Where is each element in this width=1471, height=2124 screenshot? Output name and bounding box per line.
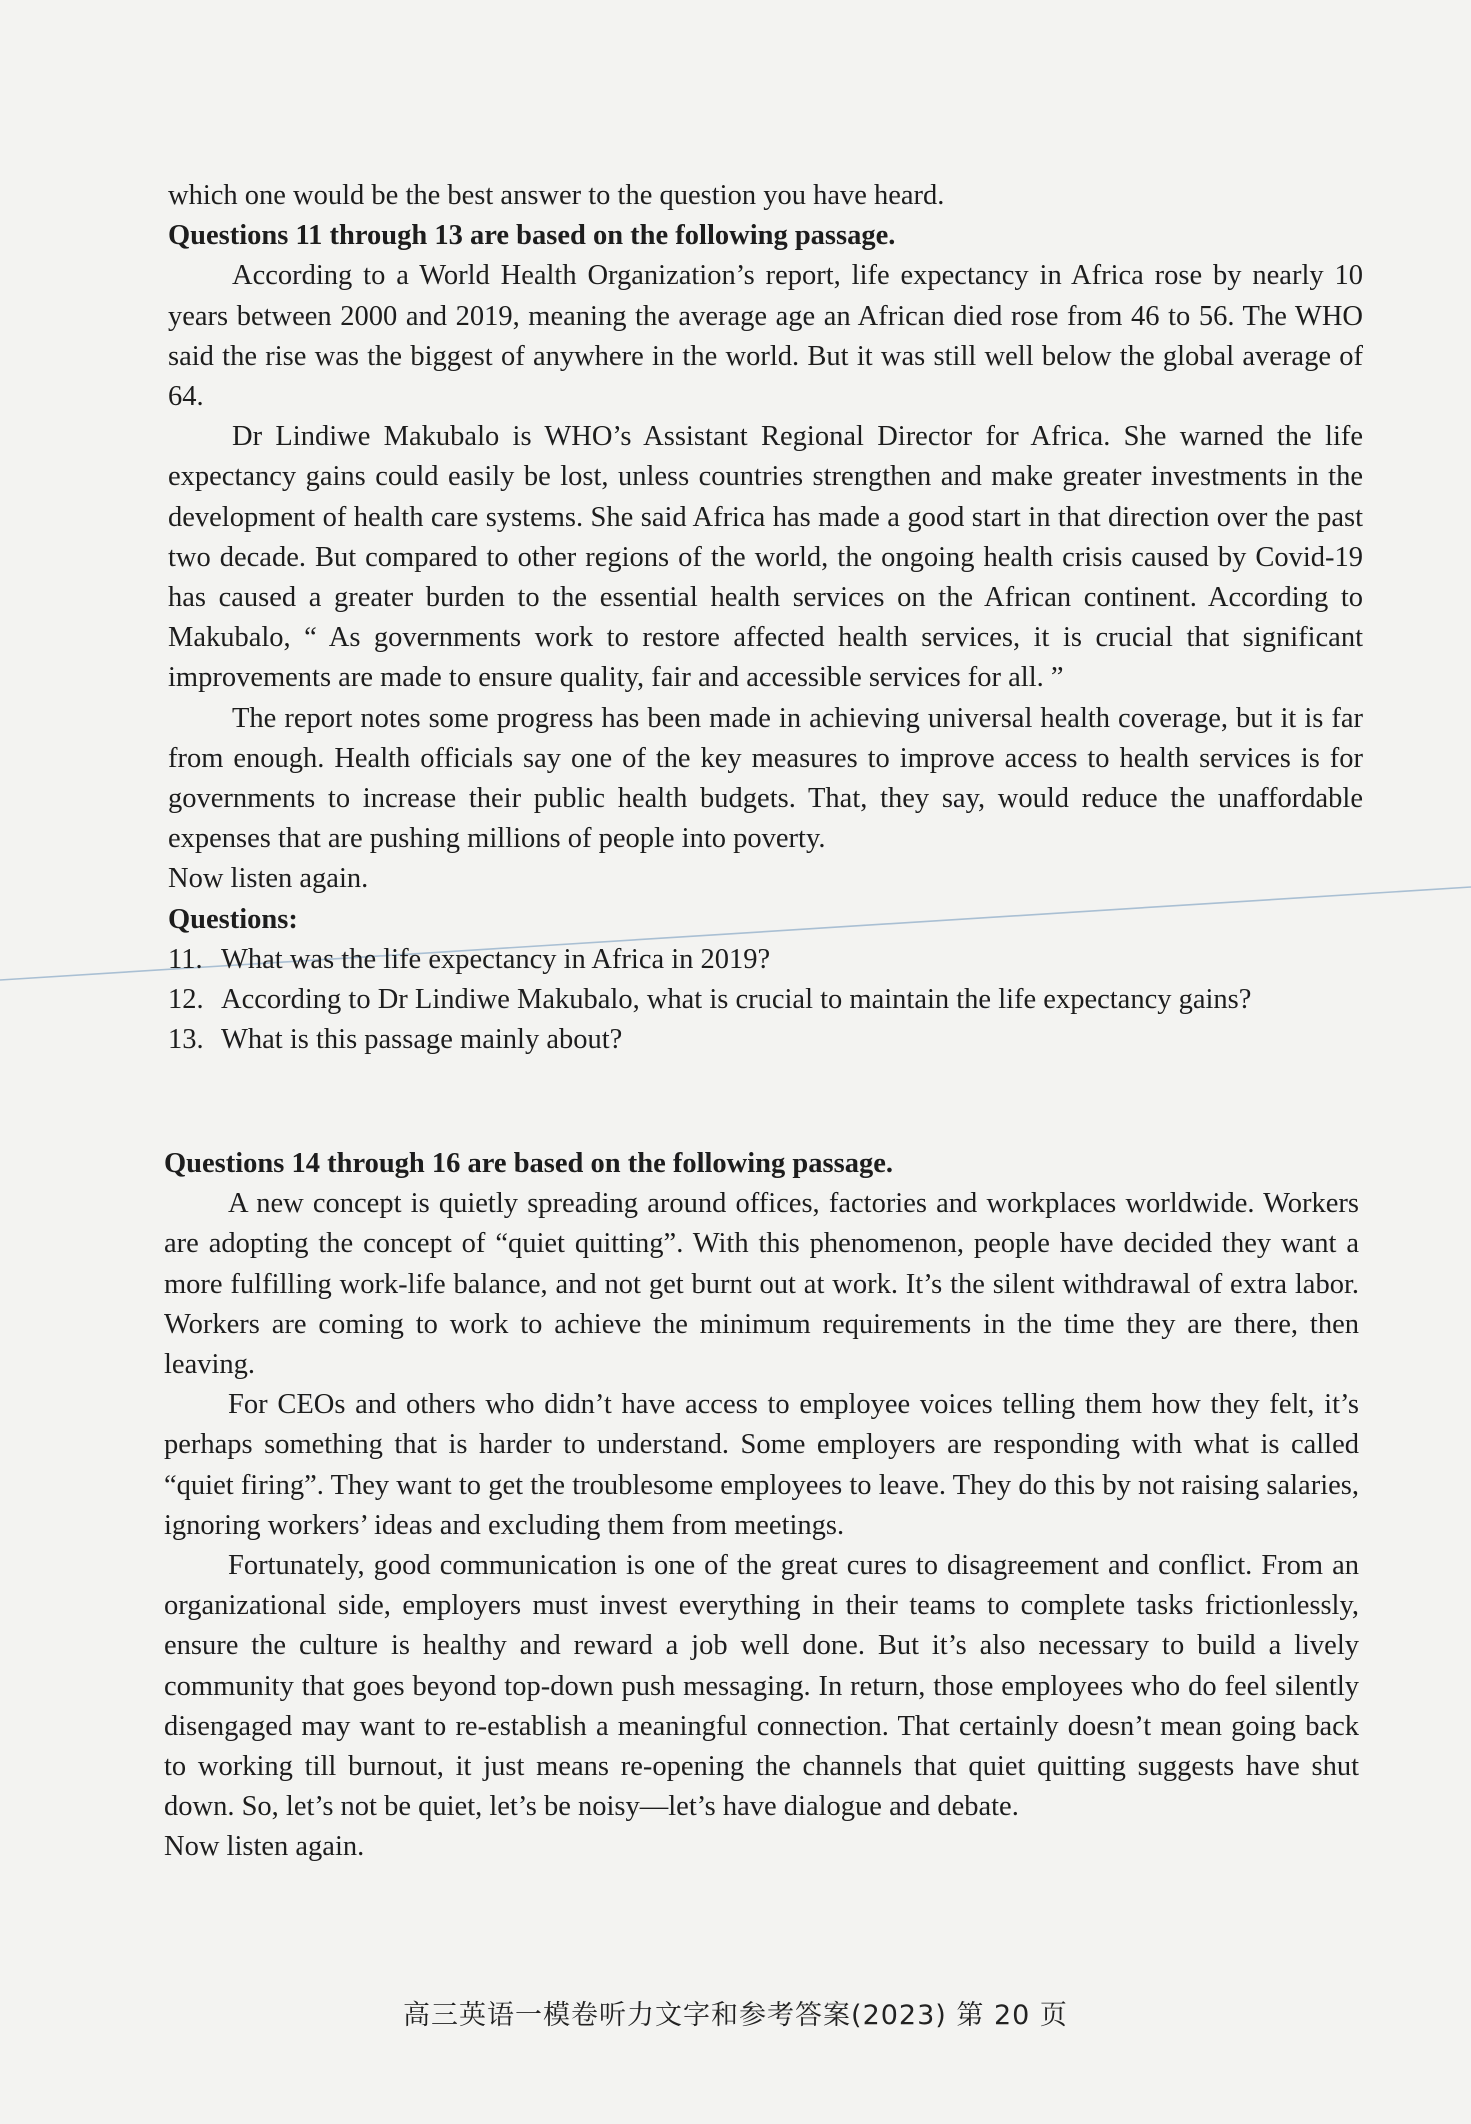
passage-1-paragraph-2: Dr Lindiwe Makubalo is WHO’s Assistant Regional Director for Africa. She warned the life expectancy gains could easily be lost, unless countries strengthen and make greater investments in the development of health care systems. She said Africa has made a good start in that direction over the past two decade. But compared to other regions of the world, the ongoing health crisis caused by Covid-19 has caused a greater burden to the essential health services on the African continent. According to Makubalo, “ As governments work to restore affected health services, it is crucial that significant improvements are made to ensure quality, fair and accessible services for all. ” bbox=[168, 421, 1363, 694]
listen-again-2: Now listen again. bbox=[164, 1831, 365, 1863]
question-text: What is this passage mainly about? bbox=[221, 1024, 623, 1056]
listen-again-1: Now listen again. bbox=[168, 863, 369, 895]
passage-2-section bbox=[164, 1144, 1359, 1868]
question-12 bbox=[168, 980, 1363, 1020]
questions-label: Questions: bbox=[168, 903, 298, 935]
passage-1-section bbox=[168, 176, 1363, 1060]
question-number: 11. bbox=[168, 943, 203, 975]
intro-line: which one would be the best answer to the question you have heard. bbox=[168, 180, 945, 211]
question-11 bbox=[168, 940, 1363, 980]
passage-2-paragraph-1: A new concept is quietly spreading around offices, factories and workplaces worldwide. Workers are adopting the concept of “quiet quitting”. With this phenomenon, people have decided they want a more fulfilling work-life balance, and not get burnt out at work. It’s the silent withdrawal of extra labor. Workers are coming to work to achieve the minimum requirements in the time they are there, then leaving. bbox=[164, 1188, 1359, 1381]
passage-1-paragraph-3: The report notes some progress has been made in achieving universal health coverage, but it is far from enough. Health officials say one of the key measures to improve access to health services is for governments to increase their public health budgets. That, they say, would reduce the unaffordable expenses that are pushing millions of people into poverty. bbox=[168, 702, 1363, 855]
passage-1-heading: Questions 11 through 13 are based on the following passage. bbox=[168, 220, 896, 252]
question-number: 12. bbox=[168, 984, 204, 1016]
question-13 bbox=[168, 1020, 1363, 1060]
passage-2-paragraph-3: Fortunately, good communication is one of the great cures to disagreement and conflict. From an organizational side, employers must invest everything in their teams to complete tasks frictionlessly, ensure the culture is healthy and reward a job well done. But it’s also necessary to build a lively community that goes beyond top-down push messaging. In return, those employees who do feel silently disengaged may want to re-establish a meaningful connection. That certainly doesn’t mean going back to working till burnout, it just means re-opening the channels that quiet quitting suggests have shut down. So, let’s not be quiet, let’s be noisy—let’s have dialogue and debate. bbox=[164, 1550, 1359, 1823]
passage-2-heading: Questions 14 through 16 are based on the following passage. bbox=[164, 1148, 893, 1179]
question-text: According to Dr Lindiwe Makubalo, what is crucial to maintain the life expectancy gains? bbox=[221, 984, 1252, 1016]
question-text: What was the life expectancy in Africa in 2019? bbox=[221, 943, 771, 975]
passage-1-paragraph-1: According to a World Health Organization’s report, life expectancy in Africa rose by nearly 10 years between 2000 and 2019, meaning the average age an African died rose from 46 to 56. The WHO said the rise was the biggest of anywhere in the world. But it was still well below the global average of 64. bbox=[168, 260, 1363, 413]
passage-2-paragraph-2: For CEOs and others who didn’t have access to employee voices telling them how they felt, it’s perhaps something that is harder to understand. Some employers are responding with what is called “quiet firing”. They want to get the troublesome employees to leave. They do this by not raising salaries, ignoring workers’ ideas and excluding them from meetings. bbox=[164, 1389, 1359, 1541]
question-number: 13. bbox=[168, 1024, 204, 1056]
page-footer: 高三英语一模卷听力文字和参考答案(2023) 第 20 页 bbox=[403, 2000, 1068, 2031]
